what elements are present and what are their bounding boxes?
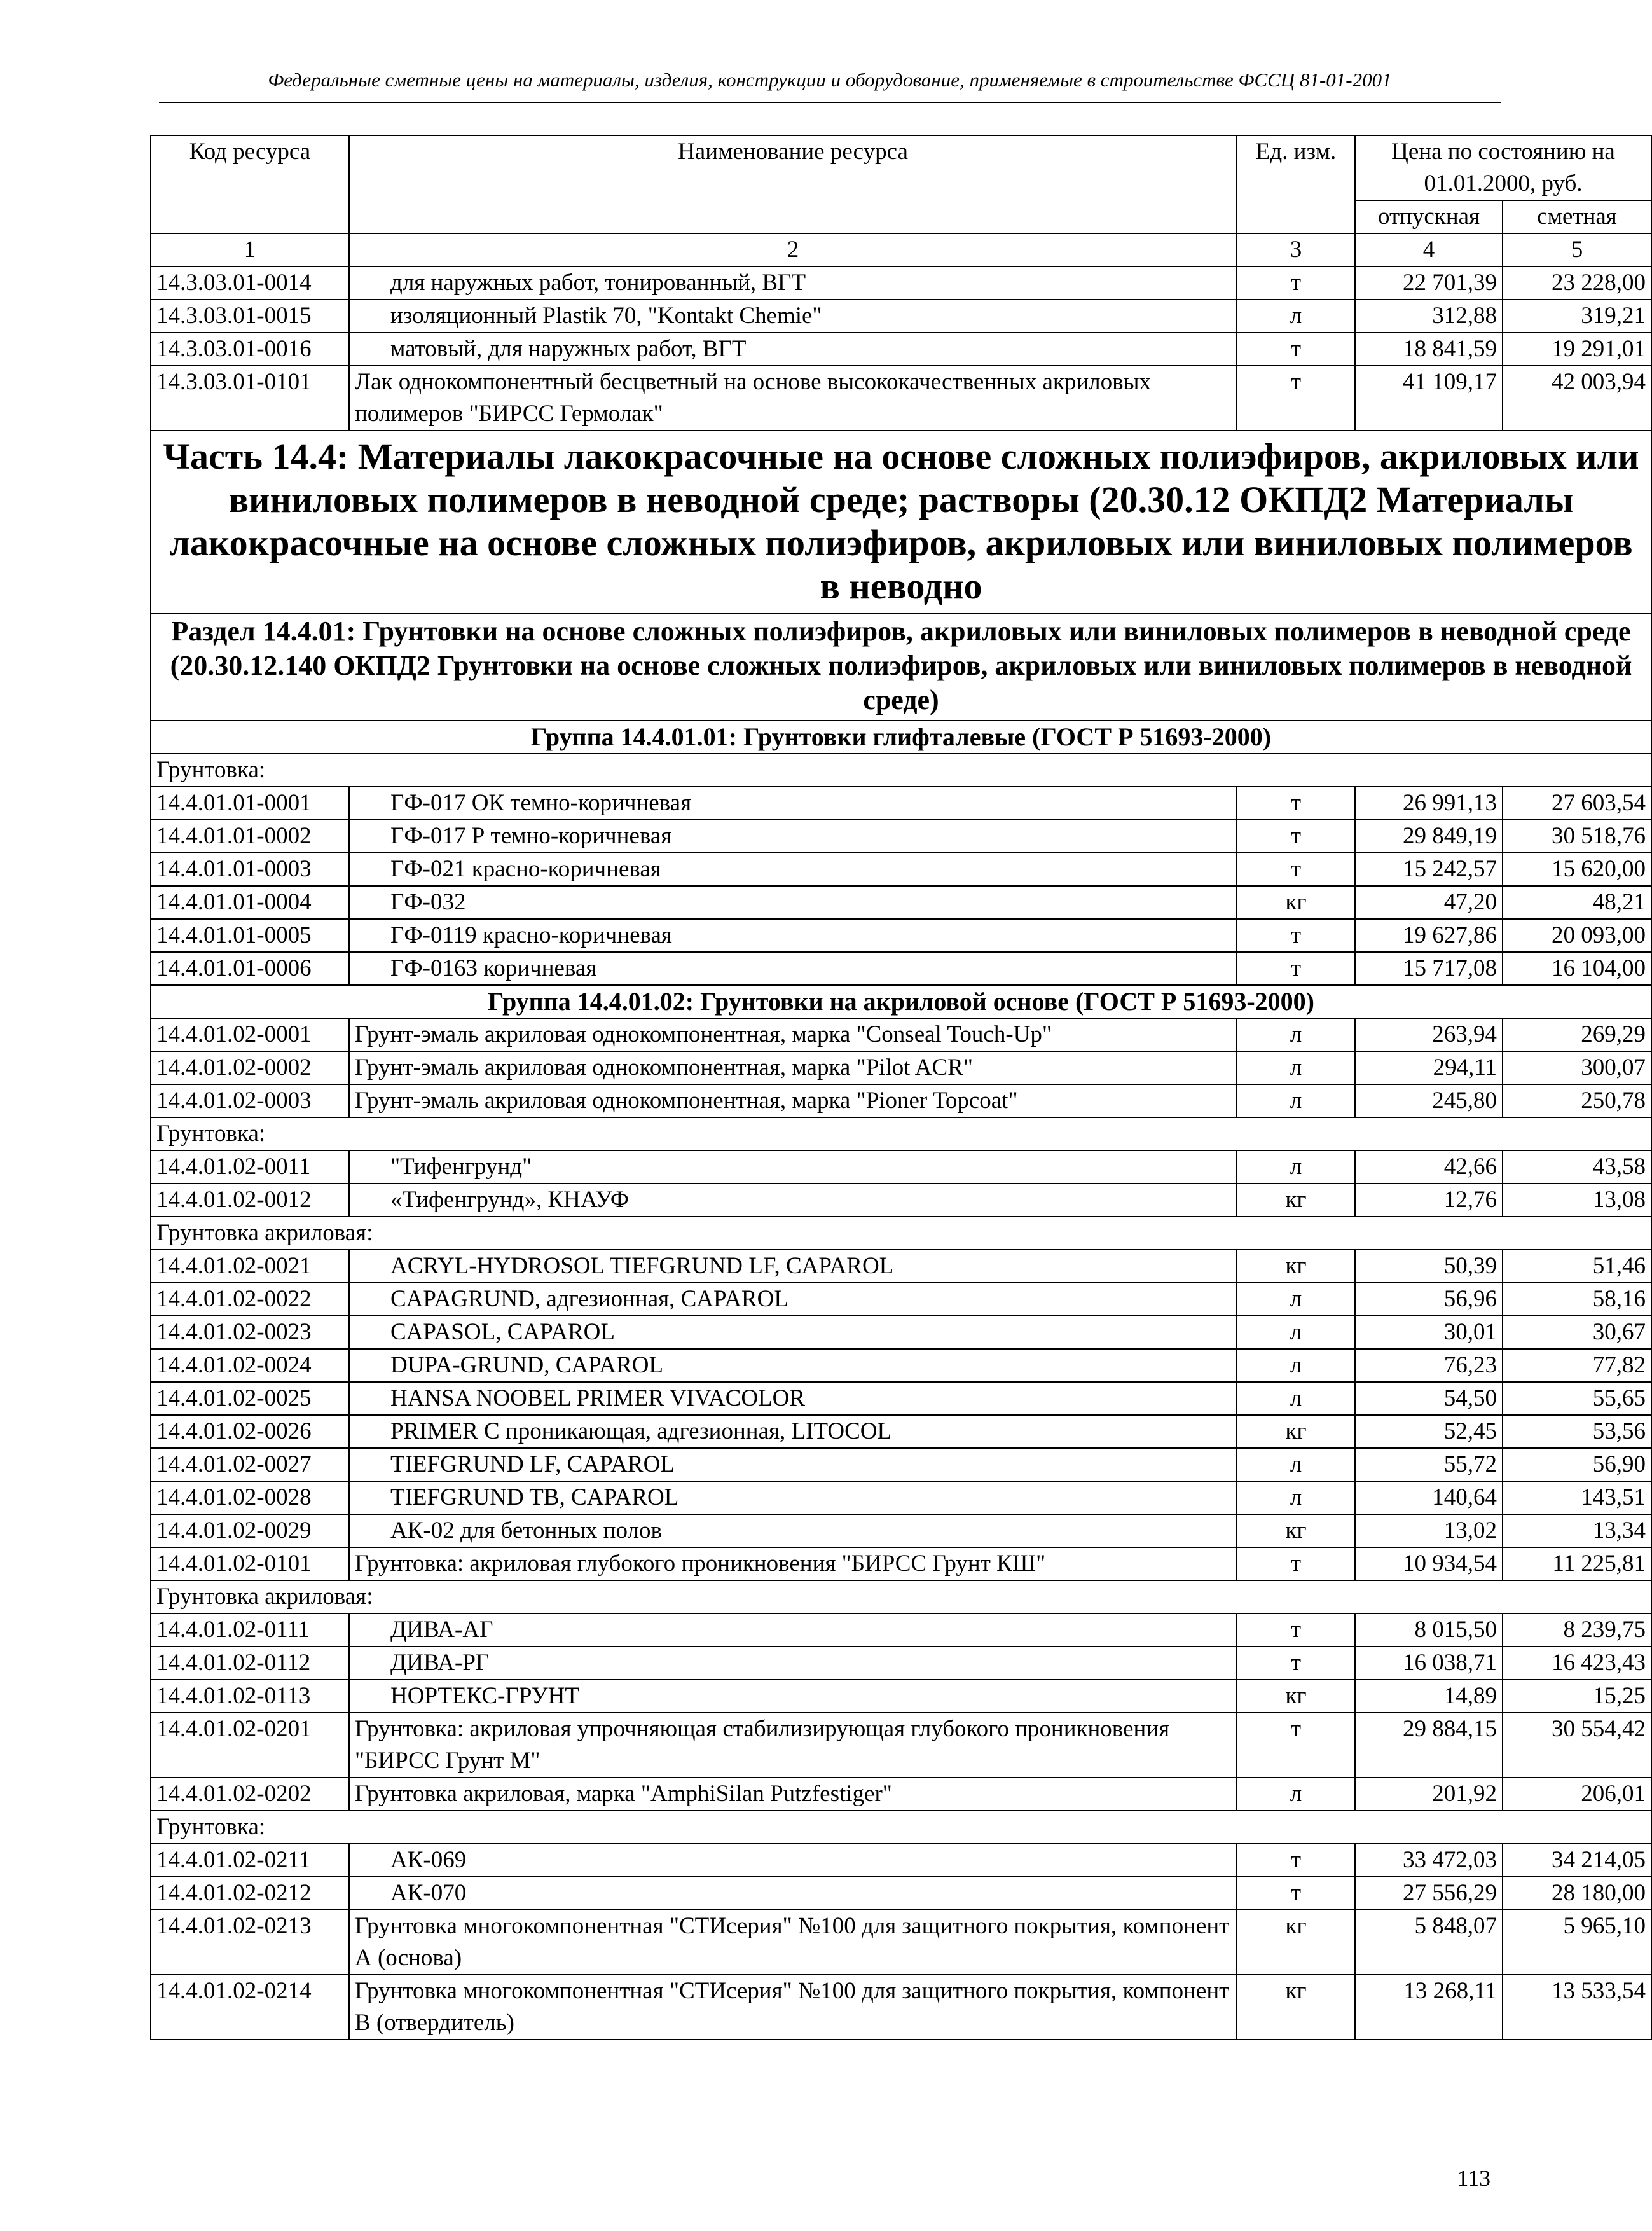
table-row <box>151 1316 1651 1349</box>
resource-code: 14.4.01.02-0211 <box>151 1844 349 1877</box>
estimate-price-cell: 30 518,76 <box>1503 820 1651 853</box>
resource-name: CAPASOL, CAPAROL <box>349 1316 1237 1349</box>
resource-code: 14.4.01.02-0012 <box>151 1184 349 1217</box>
table-row <box>151 266 1651 300</box>
estimate-price-cell: 28 180,00 <box>1503 1877 1651 1910</box>
column-header-estimate: сметная <box>1503 200 1651 233</box>
estimate-price-cell: 5 965,10 <box>1503 1910 1651 1975</box>
release-price-cell: 50,39 <box>1355 1250 1503 1283</box>
unit-cell: л <box>1237 300 1355 333</box>
estimate-price-cell: 143,51 <box>1503 1481 1651 1514</box>
estimate-price-cell: 15,25 <box>1503 1680 1651 1713</box>
resource-code: 14.3.03.01-0016 <box>151 333 349 366</box>
resource-name: "Тифенгрунд" <box>349 1150 1237 1184</box>
part-title-row <box>151 431 1651 614</box>
resource-code: 14.4.01.02-0003 <box>151 1084 349 1117</box>
unit-cell: т <box>1237 266 1355 300</box>
table-row <box>151 1713 1651 1778</box>
resource-name: АК-069 <box>349 1844 1237 1877</box>
unit-cell: кг <box>1237 886 1355 919</box>
column-header-code: Код ресурса <box>151 135 349 233</box>
resource-code: 14.4.01.02-0212 <box>151 1877 349 1910</box>
estimate-price-cell: 43,58 <box>1503 1150 1651 1184</box>
resource-code: 14.4.01.01-0003 <box>151 853 349 886</box>
column-header-price: Цена по состоянию на 01.01.2000, руб. <box>1355 135 1651 200</box>
resource-code: 14.4.01.01-0001 <box>151 787 349 820</box>
table-row <box>151 1051 1651 1084</box>
resource-code: 14.4.01.02-0011 <box>151 1150 349 1184</box>
unit-cell: л <box>1237 1150 1355 1184</box>
column-header-name: Наименование ресурса <box>349 135 1237 233</box>
table-row <box>151 333 1651 366</box>
release-price-cell: 263,94 <box>1355 1018 1503 1051</box>
release-price-cell: 312,88 <box>1355 300 1503 333</box>
table-row <box>151 1975 1651 2040</box>
estimate-price-cell: 16 104,00 <box>1503 952 1651 985</box>
unit-cell: л <box>1237 1283 1355 1316</box>
price-table <box>150 135 1652 2040</box>
release-price-cell: 13 268,11 <box>1355 1975 1503 2040</box>
unit-cell: л <box>1237 1084 1355 1117</box>
table-row <box>151 787 1651 820</box>
unit-cell: т <box>1237 853 1355 886</box>
table-row <box>151 886 1651 919</box>
resource-name: ГФ-021 красно-коричневая <box>349 853 1237 886</box>
resource-name: TIEFGRUND TB, CAPAROL <box>349 1481 1237 1514</box>
estimate-price-cell: 11 225,81 <box>1503 1547 1651 1580</box>
table-row <box>151 1084 1651 1117</box>
release-price-cell: 55,72 <box>1355 1448 1503 1481</box>
resource-name: CAPAGRUND, адгезионная, CAPAROL <box>349 1283 1237 1316</box>
subheading: Грунтовка: <box>151 1117 1651 1150</box>
estimate-price-cell: 16 423,43 <box>1503 1647 1651 1680</box>
group-title-row <box>151 721 1651 754</box>
resource-code: 14.4.01.02-0213 <box>151 1910 349 1975</box>
release-price-cell: 29 884,15 <box>1355 1713 1503 1778</box>
subheading-row <box>151 754 1651 787</box>
release-price-cell: 52,45 <box>1355 1415 1503 1448</box>
resource-name: ACRYL-HYDROSOL TIEFGRUND LF, CAPAROL <box>349 1250 1237 1283</box>
release-price-cell: 56,96 <box>1355 1283 1503 1316</box>
resource-code: 14.4.01.02-0201 <box>151 1713 349 1778</box>
resource-name: для наружных работ, тонированный, ВГТ <box>349 266 1237 300</box>
estimate-price-cell: 23 228,00 <box>1503 266 1651 300</box>
table-row <box>151 1877 1651 1910</box>
subheading-row <box>151 1117 1651 1150</box>
column-number-row <box>151 233 1651 266</box>
resource-name: Лак однокомпонентный бесцветный на основе высококачественных акриловых полимеров "БИРСС Гермолак" <box>349 366 1237 431</box>
resource-code: 14.4.01.01-0006 <box>151 952 349 985</box>
estimate-price-cell: 13 533,54 <box>1503 1975 1651 2040</box>
subheading-row <box>151 1811 1651 1844</box>
resource-name: ДИВА-АГ <box>349 1613 1237 1647</box>
unit-cell: кг <box>1237 1514 1355 1547</box>
table-row <box>151 820 1651 853</box>
unit-cell: л <box>1237 1316 1355 1349</box>
resource-name: НОРТЕКС-ГРУНТ <box>349 1680 1237 1713</box>
resource-name: ГФ-032 <box>349 886 1237 919</box>
resource-name: Грунтовка: акриловая упрочняющая стабилизирующая глубокого проникновения "БИРСС Грунт М" <box>349 1713 1237 1778</box>
column-number: 2 <box>349 233 1237 266</box>
release-price-cell: 15 717,08 <box>1355 952 1503 985</box>
resource-code: 14.4.01.02-0113 <box>151 1680 349 1713</box>
resource-code: 14.4.01.02-0214 <box>151 1975 349 2040</box>
release-price-cell: 245,80 <box>1355 1084 1503 1117</box>
resource-name: Грунт-эмаль акриловая однокомпонентная, марка "Conseal Touch-Up" <box>349 1018 1237 1051</box>
subheading: Грунтовка акриловая: <box>151 1580 1651 1613</box>
release-price-cell: 26 991,13 <box>1355 787 1503 820</box>
table-row <box>151 1283 1651 1316</box>
unit-cell: кг <box>1237 1680 1355 1713</box>
resource-name: DUPA-GRUND, CAPAROL <box>349 1349 1237 1382</box>
estimate-price-cell: 30,67 <box>1503 1316 1651 1349</box>
estimate-price-cell: 269,29 <box>1503 1018 1651 1051</box>
resource-name: ДИВА-РГ <box>349 1647 1237 1680</box>
resource-code: 14.4.01.02-0202 <box>151 1778 349 1811</box>
estimate-price-cell: 8 239,75 <box>1503 1613 1651 1647</box>
header-rule <box>159 102 1501 103</box>
unit-cell: т <box>1237 1547 1355 1580</box>
table-row <box>151 1514 1651 1547</box>
unit-cell: кг <box>1237 1184 1355 1217</box>
resource-name: матовый, для наружных работ, ВГТ <box>349 333 1237 366</box>
resource-code: 14.4.01.02-0001 <box>151 1018 349 1051</box>
unit-cell: т <box>1237 1844 1355 1877</box>
section-title: Раздел 14.4.01: Грунтовки на основе сложных полиэфиров, акриловых или виниловых полимеров в неводной среде (20.30.12.140 ОКПД2 Грунтовки на основе сложных полиэфиров, акриловых или виниловых полимеров в неводной среде) <box>151 614 1651 721</box>
table-row <box>151 853 1651 886</box>
unit-cell: кг <box>1237 1415 1355 1448</box>
release-price-cell: 29 849,19 <box>1355 820 1503 853</box>
release-price-cell: 27 556,29 <box>1355 1877 1503 1910</box>
unit-cell: т <box>1237 787 1355 820</box>
table-row <box>151 1018 1651 1051</box>
unit-cell: т <box>1237 919 1355 952</box>
unit-cell: т <box>1237 333 1355 366</box>
table-row <box>151 1382 1651 1415</box>
unit-cell: т <box>1237 1613 1355 1647</box>
unit-cell: т <box>1237 952 1355 985</box>
table-row <box>151 919 1651 952</box>
table-row <box>151 1150 1651 1184</box>
resource-code: 14.4.01.02-0021 <box>151 1250 349 1283</box>
resource-code: 14.4.01.02-0026 <box>151 1415 349 1448</box>
release-price-cell: 33 472,03 <box>1355 1844 1503 1877</box>
resource-code: 14.4.01.02-0022 <box>151 1283 349 1316</box>
release-price-cell: 76,23 <box>1355 1349 1503 1382</box>
estimate-price-cell: 19 291,01 <box>1503 333 1651 366</box>
unit-cell: т <box>1237 366 1355 431</box>
subheading: Грунтовка акриловая: <box>151 1217 1651 1250</box>
resource-code: 14.4.01.01-0005 <box>151 919 349 952</box>
release-price-cell: 201,92 <box>1355 1778 1503 1811</box>
column-number: 3 <box>1237 233 1355 266</box>
running-header: Федеральные сметные цены на материалы, изделия, конструкции и оборудование, применяемые в строительстве ФССЦ 81-01-2001 <box>268 69 1392 91</box>
release-price-cell: 294,11 <box>1355 1051 1503 1084</box>
release-price-cell: 47,20 <box>1355 886 1503 919</box>
subheading-row <box>151 1217 1651 1250</box>
unit-cell: т <box>1237 1713 1355 1778</box>
resource-code: 14.4.01.02-0111 <box>151 1613 349 1647</box>
column-number: 4 <box>1355 233 1503 266</box>
estimate-price-cell: 56,90 <box>1503 1448 1651 1481</box>
column-number: 1 <box>151 233 349 266</box>
table-row <box>151 1547 1651 1580</box>
estimate-price-cell: 53,56 <box>1503 1415 1651 1448</box>
table-row <box>151 366 1651 431</box>
estimate-price-cell: 30 554,42 <box>1503 1713 1651 1778</box>
table-row <box>151 1481 1651 1514</box>
unit-cell: л <box>1237 1051 1355 1084</box>
estimate-price-cell: 77,82 <box>1503 1349 1651 1382</box>
table-row <box>151 1250 1651 1283</box>
release-price-cell: 10 934,54 <box>1355 1547 1503 1580</box>
resource-code: 14.4.01.02-0025 <box>151 1382 349 1415</box>
resource-name: АК-070 <box>349 1877 1237 1910</box>
resource-name: Грунтовка многокомпонентная "СТИсерия" №100 для защитного покрытия, компонент А (основа) <box>349 1910 1237 1975</box>
estimate-price-cell: 250,78 <box>1503 1084 1651 1117</box>
estimate-price-cell: 13,08 <box>1503 1184 1651 1217</box>
estimate-price-cell: 15 620,00 <box>1503 853 1651 886</box>
estimate-price-cell: 51,46 <box>1503 1250 1651 1283</box>
release-price-cell: 5 848,07 <box>1355 1910 1503 1975</box>
unit-cell: т <box>1237 1877 1355 1910</box>
resource-code: 14.4.01.02-0028 <box>151 1481 349 1514</box>
release-price-cell: 14,89 <box>1355 1680 1503 1713</box>
unit-cell: л <box>1237 1778 1355 1811</box>
page-number: 113 <box>1457 2165 1490 2191</box>
resource-code: 14.4.01.02-0029 <box>151 1514 349 1547</box>
resource-code: 14.3.03.01-0015 <box>151 300 349 333</box>
table-row <box>151 1613 1651 1647</box>
release-price-cell: 42,66 <box>1355 1150 1503 1184</box>
estimate-price-cell: 27 603,54 <box>1503 787 1651 820</box>
resource-code: 14.4.01.02-0023 <box>151 1316 349 1349</box>
estimate-price-cell: 42 003,94 <box>1503 366 1651 431</box>
resource-code: 14.3.03.01-0014 <box>151 266 349 300</box>
column-header-unit: Ед. изм. <box>1237 135 1355 233</box>
resource-name: Грунтовка многокомпонентная "СТИсерия" №100 для защитного покрытия, компонент В (отвердитель) <box>349 1975 1237 2040</box>
table-row <box>151 1349 1651 1382</box>
subheading-row <box>151 1580 1651 1613</box>
release-price-cell: 18 841,59 <box>1355 333 1503 366</box>
resource-name: TIEFGRUND LF, CAPAROL <box>349 1448 1237 1481</box>
estimate-price-cell: 58,16 <box>1503 1283 1651 1316</box>
resource-name: Грунтовка: акриловая глубокого проникновения "БИРСС Грунт КШ" <box>349 1547 1237 1580</box>
resource-name: HANSA NOOBEL PRIMER VIVACOLOR <box>349 1382 1237 1415</box>
unit-cell: л <box>1237 1382 1355 1415</box>
estimate-price-cell: 300,07 <box>1503 1051 1651 1084</box>
group-title-row <box>151 985 1651 1018</box>
unit-cell: кг <box>1237 1975 1355 2040</box>
release-price-cell: 140,64 <box>1355 1481 1503 1514</box>
release-price-cell: 16 038,71 <box>1355 1647 1503 1680</box>
release-price-cell: 22 701,39 <box>1355 266 1503 300</box>
section-title-row <box>151 614 1651 721</box>
column-number: 5 <box>1503 233 1651 266</box>
unit-cell: л <box>1237 1481 1355 1514</box>
resource-name: «Тифенгрунд», КНАУФ <box>349 1184 1237 1217</box>
estimate-price-cell: 55,65 <box>1503 1382 1651 1415</box>
release-price-cell: 12,76 <box>1355 1184 1503 1217</box>
subheading: Грунтовка: <box>151 754 1651 787</box>
resource-code: 14.4.01.02-0024 <box>151 1349 349 1382</box>
resource-name: ГФ-0119 красно-коричневая <box>349 919 1237 952</box>
table-row <box>151 1184 1651 1217</box>
resource-code: 14.4.01.02-0002 <box>151 1051 349 1084</box>
resource-name: ГФ-017 ОК темно-коричневая <box>349 787 1237 820</box>
estimate-price-cell: 206,01 <box>1503 1778 1651 1811</box>
group-title: Группа 14.4.01.02: Грунтовки на акриловой основе (ГОСТ Р 51693-2000) <box>151 985 1651 1018</box>
estimate-price-cell: 319,21 <box>1503 300 1651 333</box>
part-title: Часть 14.4: Материалы лакокрасочные на основе сложных полиэфиров, акриловых или виниловых полимеров в неводной среде; растворы (20.30.12 ОКПД2 Материалы лакокрасочные на основе сложных полиэфиров, акриловых или виниловых полимеров в неводно <box>151 431 1651 614</box>
resource-code: 14.4.01.01-0002 <box>151 820 349 853</box>
estimate-price-cell: 48,21 <box>1503 886 1651 919</box>
release-price-cell: 19 627,86 <box>1355 919 1503 952</box>
resource-name: АК-02 для бетонных полов <box>349 1514 1237 1547</box>
estimate-price-cell: 20 093,00 <box>1503 919 1651 952</box>
resource-code: 14.4.01.02-0112 <box>151 1647 349 1680</box>
group-title: Группа 14.4.01.01: Грунтовки глифталевые (ГОСТ Р 51693-2000) <box>151 721 1651 754</box>
column-header-release: отпускная <box>1355 200 1503 233</box>
table-row <box>151 952 1651 985</box>
table-row <box>151 1910 1651 1975</box>
resource-name: Грунт-эмаль акриловая однокомпонентная, марка "Pilot ACR" <box>349 1051 1237 1084</box>
resource-code: 14.4.01.02-0027 <box>151 1448 349 1481</box>
release-price-cell: 15 242,57 <box>1355 853 1503 886</box>
resource-name: Грунтовка акриловая, марка "AmphiSilan Putzfestiger" <box>349 1778 1237 1811</box>
release-price-cell: 8 015,50 <box>1355 1613 1503 1647</box>
resource-code: 14.3.03.01-0101 <box>151 366 349 431</box>
estimate-price-cell: 13,34 <box>1503 1514 1651 1547</box>
table-row <box>151 1647 1651 1680</box>
resource-name: ГФ-0163 коричневая <box>349 952 1237 985</box>
table-row <box>151 1844 1651 1877</box>
table-row <box>151 1778 1651 1811</box>
unit-cell: кг <box>1237 1910 1355 1975</box>
unit-cell: л <box>1237 1448 1355 1481</box>
unit-cell: л <box>1237 1018 1355 1051</box>
resource-code: 14.4.01.01-0004 <box>151 886 349 919</box>
table-row <box>151 1415 1651 1448</box>
unit-cell: т <box>1237 1647 1355 1680</box>
release-price-cell: 30,01 <box>1355 1316 1503 1349</box>
resource-code: 14.4.01.02-0101 <box>151 1547 349 1580</box>
table-row <box>151 1680 1651 1713</box>
unit-cell: кг <box>1237 1250 1355 1283</box>
resource-name: изоляционный Plastik 70, "Kontakt Chemie" <box>349 300 1237 333</box>
release-price-cell: 54,50 <box>1355 1382 1503 1415</box>
unit-cell: л <box>1237 1349 1355 1382</box>
release-price-cell: 13,02 <box>1355 1514 1503 1547</box>
unit-cell: т <box>1237 820 1355 853</box>
table-row <box>151 300 1651 333</box>
resource-name: Грунт-эмаль акриловая однокомпонентная, марка "Pioner Topcoat" <box>349 1084 1237 1117</box>
resource-name: PRIMER C проникающая, адгезионная, LITOCOL <box>349 1415 1237 1448</box>
estimate-price-cell: 34 214,05 <box>1503 1844 1651 1877</box>
subheading: Грунтовка: <box>151 1811 1651 1844</box>
resource-name: ГФ-017 Р темно-коричневая <box>349 820 1237 853</box>
release-price-cell: 41 109,17 <box>1355 366 1503 431</box>
table-row <box>151 1448 1651 1481</box>
